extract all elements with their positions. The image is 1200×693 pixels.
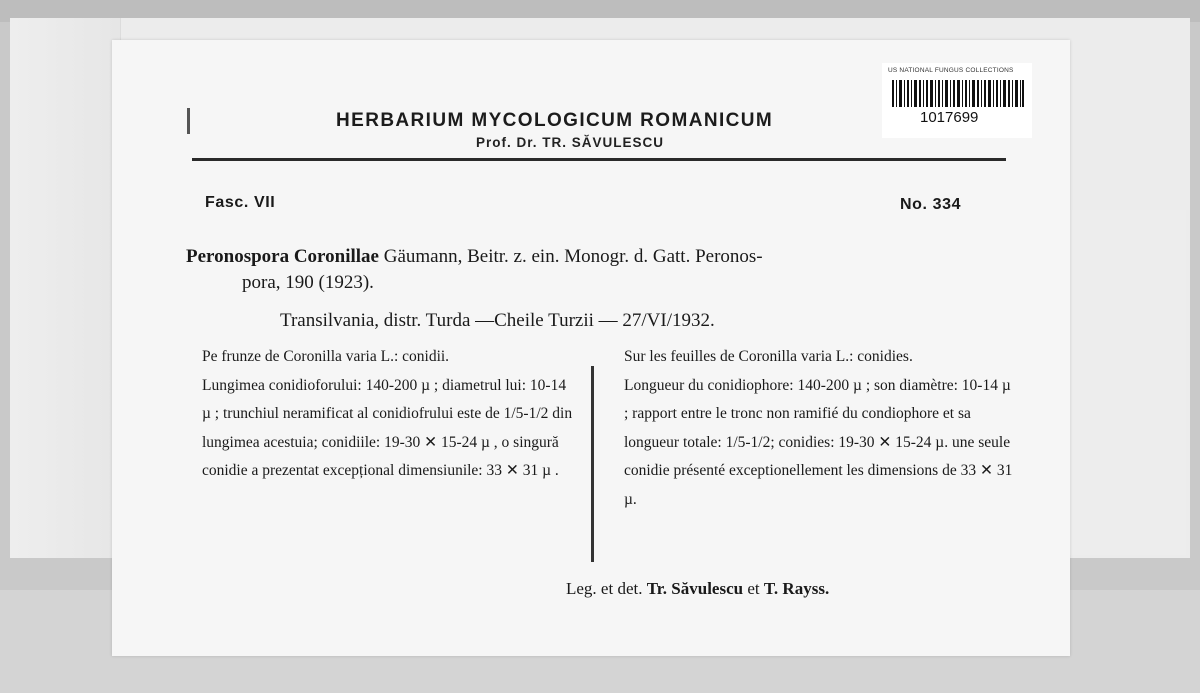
fascicle-label: Fasc. VII (205, 194, 276, 211)
barcode-icon (892, 80, 1024, 107)
herbarium-curator: Prof. Dr. TR. SĂVULESCU (476, 135, 665, 150)
citation-line-1: Gäumann, Beitr. z. ein. Monogr. d. Gatt. Peronos- (379, 246, 763, 267)
french-measurements: Longueur du conidiophore: 140-200 µ ; son diamètre: 10-14 µ ; rapport entre le tronc non ramifié du condiophore et sa longueur totale: 1/5-1/2; conidies: 19-30 ✕ 15-24 µ. une seule conidie présenté exceptionellement les dimensions de 33 ✕ 31 µ. (624, 376, 1013, 508)
collector-1: Tr. Săvulescu (646, 579, 744, 598)
french-description (624, 343, 1014, 514)
romanian-measurements: Lungimea conidioforului: 140-200 µ ; diametrul lui: 10-14 µ ; trunchiul neramificat al conidiofrului este de 1/5-1/2 din lungimea acestuia; conidiile: 19-30 ✕ 15-24 µ , o singură conidie a prezentat excepțional dimensiunile: 33 ✕ 31 µ . (202, 376, 573, 479)
collector-2: T. Rayss. (763, 579, 830, 598)
barcode-collection-name: US NATIONAL FUNGUS COLLECTIONS (888, 67, 1014, 74)
romanian-description (202, 343, 577, 486)
collectors-line (566, 579, 829, 599)
locality-line: Transilvania, distr. Turda —Cheile Turzii — 27/VI/1932. (280, 310, 715, 331)
citation-line-2: pora, 190 (1923). (242, 272, 374, 293)
species-citation (186, 244, 1016, 296)
collectors-prefix: Leg. et det. (566, 579, 647, 598)
packet-flap-right (1065, 210, 1186, 555)
barcode-label (882, 63, 1032, 138)
collectors-conj: et (743, 579, 764, 598)
registration-mark (187, 108, 190, 134)
french-host: Sur les feuilles de Coronilla varia L.: conidies. (624, 348, 913, 365)
specimen-number: No. 334 (900, 196, 962, 213)
barcode-number: 1017699 (920, 109, 979, 126)
species-name: Peronospora Coronillae (186, 246, 379, 267)
header-rule (192, 158, 1006, 161)
column-divider (591, 366, 594, 562)
herbarium-label (112, 40, 1070, 656)
herbarium-title: HERBARIUM MYCOLOGICUM ROMANICUM (336, 110, 774, 131)
packet-flap-left (10, 18, 121, 558)
romanian-host: Pe frunze de Coronilla varia L.: conidii. (202, 348, 450, 365)
